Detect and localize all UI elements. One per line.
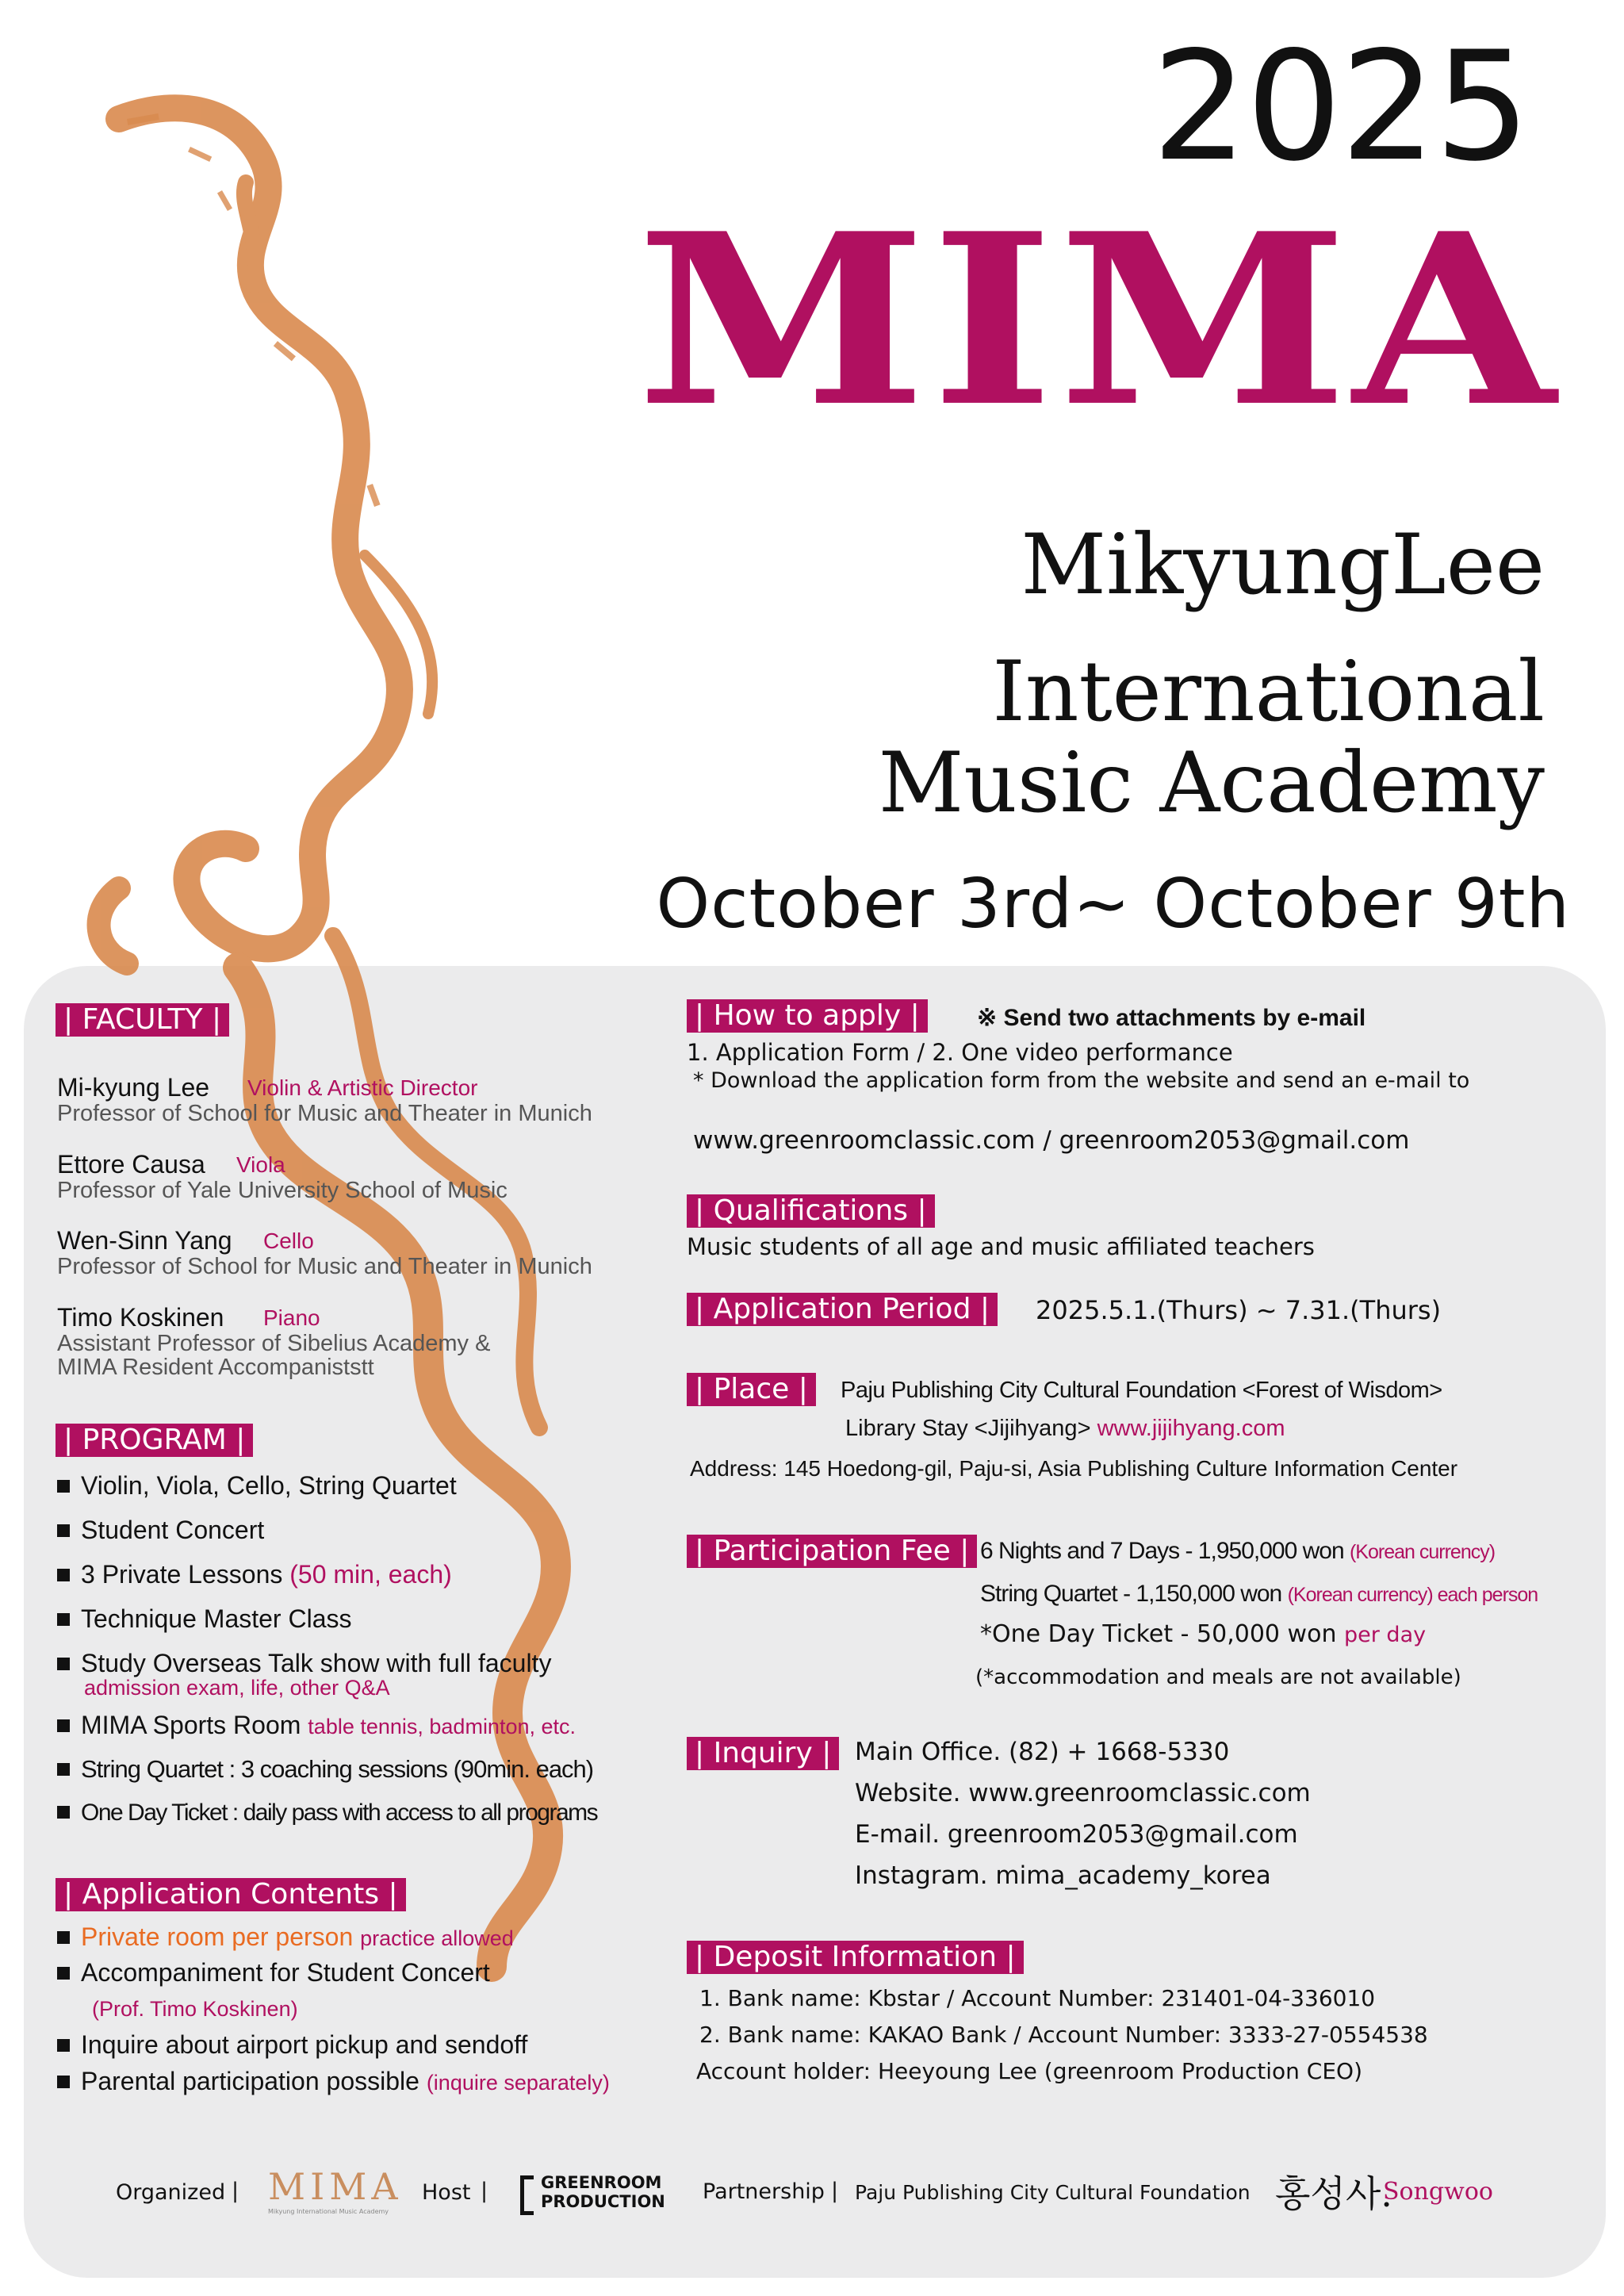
footer-organized-label: Organized xyxy=(116,2180,226,2205)
subtitle-line-3: Music Academy xyxy=(878,734,1545,831)
bullet-square-icon xyxy=(57,1806,70,1819)
fee-footnote: (*accommodation and meals are not available) xyxy=(975,1665,1461,1689)
faculty-name-3: Wen-Sinn Yang xyxy=(57,1226,232,1255)
bullet-square-icon xyxy=(57,1480,70,1493)
faculty-desc-3: Professor of School for Music and Theater in Munich xyxy=(57,1254,592,1279)
place-address: Address: 145 Hoedong-gil, Paju-si, Asia Publishing Culture Information Center xyxy=(690,1456,1458,1481)
application-period-text: 2025.5.1.(Thurs) ~ 7.31.(Thurs) xyxy=(1036,1295,1442,1325)
faculty-heading: | FACULTY | xyxy=(56,1003,229,1037)
bullet-square-icon xyxy=(57,1569,70,1581)
program-item-4: Technique Master Class xyxy=(57,1604,351,1634)
footer-greenroom-line-1: GREENROOM xyxy=(541,2173,662,2192)
inquiry-line-3: E-mail. greenroom2053@gmail.com xyxy=(855,1820,1298,1849)
program-heading: | PROGRAM | xyxy=(56,1424,253,1457)
faculty-desc-1: Professor of School for Music and Theater in Munich xyxy=(57,1101,592,1126)
greenroom-bracket-icon xyxy=(520,2175,534,2215)
how-to-apply-note: ※ Send two attachments by e-mail xyxy=(977,1005,1366,1031)
inquiry-heading: | Inquiry | xyxy=(687,1737,839,1770)
bullet-square-icon xyxy=(57,2076,70,2088)
application-item-2: Accompaniment for Student Concert xyxy=(57,1958,490,1987)
footer-separator: | xyxy=(232,2179,239,2203)
bullet-square-icon xyxy=(57,1524,70,1537)
inquiry-line-2: Website. www.greenroomclassic.com xyxy=(855,1779,1311,1807)
faculty-name-2: Ettore Causa xyxy=(57,1150,205,1179)
mima-logo xyxy=(637,181,1561,459)
program-item-2: Student Concert xyxy=(57,1516,264,1545)
year-heading: 2025 xyxy=(1151,19,1529,194)
bullet-square-icon xyxy=(57,1658,70,1670)
footer-paju-foundation: Paju Publishing City Cultural Foundation xyxy=(855,2181,1251,2204)
bullet-square-icon xyxy=(57,1967,70,1980)
bullet-square-icon xyxy=(57,2039,70,2052)
program-item-3: 3 Private Lessons (50 min, each) xyxy=(57,1560,452,1589)
footer-songwoo-logo: Songwoo xyxy=(1383,2178,1493,2206)
place-url-link[interactable]: www.jijihyang.com xyxy=(1097,1416,1285,1441)
faculty-role-4: Piano xyxy=(263,1305,320,1330)
inquiry-line-4: Instagram. mima_academy_korea xyxy=(855,1861,1271,1890)
qualifications-text: Music students of all age and music affiliated teachers xyxy=(687,1233,1315,1260)
qualifications-heading: | Qualifications | xyxy=(687,1194,935,1228)
how-to-apply-heading: | How to apply | xyxy=(687,999,928,1033)
how-to-apply-line-1: 1. Application Form / 2. One video performance xyxy=(687,1039,1233,1066)
program-item-6: MIMA Sports Room table tennis, badminton, etc. xyxy=(57,1711,576,1740)
program-item-5-note: admission exam, life, other Q&A xyxy=(84,1676,390,1700)
deposit-line-3: Account holder: Heeyoung Lee (greenroom Production CEO) xyxy=(696,2058,1362,2084)
deposit-heading: | Deposit Information | xyxy=(687,1941,1024,1974)
deposit-line-1: 1. Bank name: Kbstar / Account Number: 231401-04-336010 xyxy=(699,1985,1376,2011)
footer-partnership-label: Partnership xyxy=(703,2179,825,2204)
subtitle-line-2: International xyxy=(992,643,1545,740)
application-item-2-note: (Prof. Timo Koskinen) xyxy=(92,1997,298,2021)
bullet-square-icon xyxy=(57,1931,70,1944)
bullet-square-icon xyxy=(57,1763,70,1776)
subtitle-line-1: MikyungLee xyxy=(1021,516,1545,613)
footer-separator: | xyxy=(481,2179,488,2203)
footer-host-label: Host xyxy=(422,2180,471,2205)
deposit-line-2: 2. Bank name: KAKAO Bank / Account Number: 3333-27-0554538 xyxy=(699,2022,1428,2048)
event-dates: October 3rd~ October 9th xyxy=(656,864,1570,944)
faculty-name-1: Mi-kyung Lee xyxy=(57,1073,210,1102)
footer-mima-logo: MIMA xyxy=(268,2165,403,2208)
place-heading: | Place | xyxy=(687,1373,816,1406)
bullet-square-icon xyxy=(57,1719,70,1732)
fee-row-3: *One Day Ticket - 50,000 won per day xyxy=(980,1620,1427,1648)
application-period-heading: | Application Period | xyxy=(687,1293,998,1326)
application-contents-heading: | Application Contents | xyxy=(56,1878,406,1911)
program-item-7: String Quartet : 3 coaching sessions (90min. each) xyxy=(57,1755,593,1784)
application-item-1: Private room per person practice allowed xyxy=(57,1922,514,1952)
faculty-role-3: Cello xyxy=(263,1228,314,1253)
faculty-desc-2: Professor of Yale University School of Music xyxy=(57,1178,508,1203)
program-item-5: Study Overseas Talk show with full faculty xyxy=(57,1649,551,1678)
application-item-4: Parental participation possible (inquire separately) xyxy=(57,2067,610,2096)
faculty-desc-4a: Assistant Professor of Sibelius Academy & xyxy=(57,1331,491,1356)
place-line-2: Library Stay <Jijihyang> www.jijihyang.com xyxy=(845,1416,1285,1441)
how-to-apply-contact: www.greenroomclassic.com / greenroom2053@gmail.com xyxy=(693,1126,1410,1155)
inquiry-line-1: Main Office. (82) + 1668-5330 xyxy=(855,1738,1230,1766)
faculty-name-4: Timo Koskinen xyxy=(57,1303,224,1332)
program-item-8: One Day Ticket : daily pass with access to all programs xyxy=(57,1800,597,1826)
how-to-apply-line-2: * Download the application form from the website and send an e-mail to xyxy=(693,1068,1470,1093)
faculty-role-1: Violin & Artistic Director xyxy=(247,1075,478,1100)
fee-row-2: String Quartet - 1,150,000 won (Korean currency) each person xyxy=(980,1581,1538,1607)
fee-row-1: 6 Nights and 7 Days - 1,950,000 won (Korean currency) xyxy=(980,1538,1496,1564)
application-item-3: Inquire about airport pickup and sendoff xyxy=(57,2030,527,2060)
footer-mima-tagline: Mikyung International Music Academy xyxy=(268,2208,389,2215)
place-line-1: Paju Publishing City Cultural Foundation <Forest of Wisdom> xyxy=(841,1378,1442,1403)
mima-logo-text: MIMA xyxy=(637,181,1561,459)
footer-greenroom-line-2: PRODUCTION xyxy=(541,2192,665,2211)
faculty-desc-4b: MIMA Resident Accompaniststt xyxy=(57,1355,374,1380)
program-item-1: Violin, Viola, Cello, String Quartet xyxy=(57,1471,457,1501)
faculty-role-2: Viola xyxy=(236,1152,285,1177)
footer-hongseongsa-logo: 홍성사. xyxy=(1275,2172,1392,2215)
participation-fee-heading: | Participation Fee | xyxy=(687,1535,977,1568)
footer-separator: | xyxy=(831,2179,839,2203)
bullet-square-icon xyxy=(57,1613,70,1626)
